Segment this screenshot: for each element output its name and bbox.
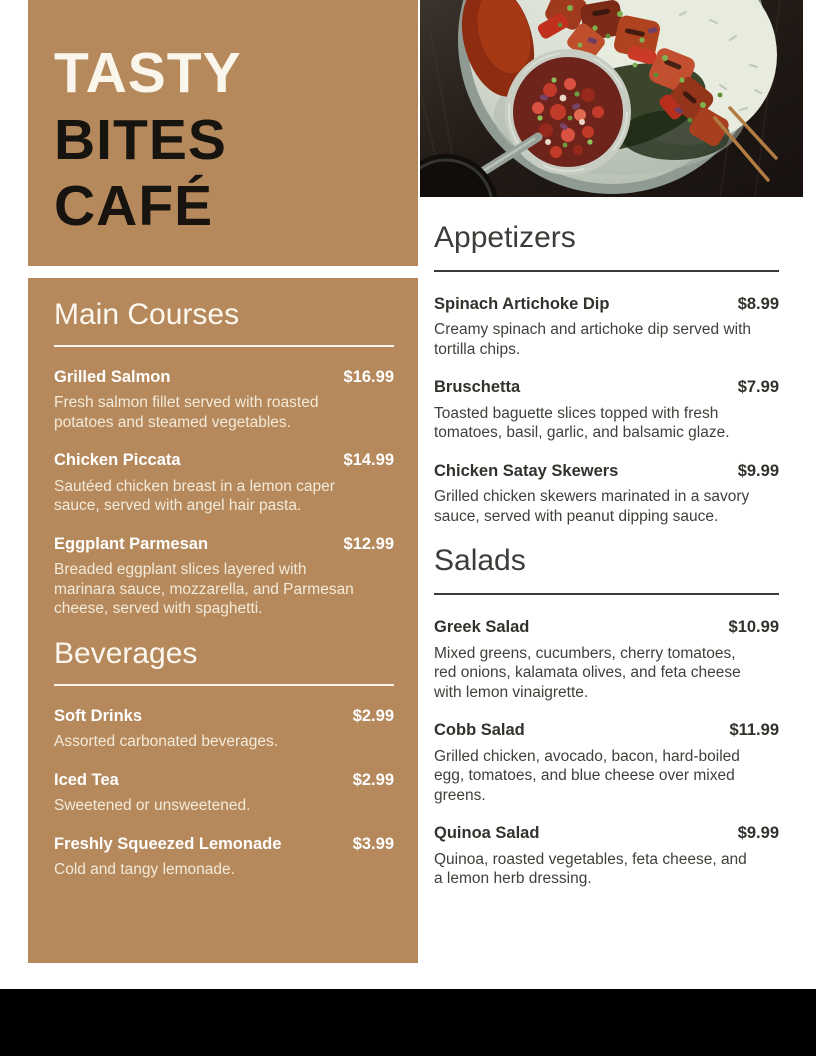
food-photo — [420, 0, 803, 197]
menu-item — [54, 706, 394, 752]
item-price: $7.99 — [737, 378, 779, 397]
section-heading: Beverages — [54, 636, 198, 670]
brand-title-line-2: BITES — [54, 107, 227, 172]
item-name: Quinoa Salad — [434, 824, 540, 843]
section-heading: Salads — [434, 544, 526, 578]
item-description: Sautéed chicken breast in a lemon caper sauce, served with angel hair pasta. — [54, 477, 335, 515]
item-price: $10.99 — [728, 618, 779, 637]
menu-item — [54, 450, 394, 515]
section-divider — [54, 684, 394, 686]
item-name: Soft Drinks — [54, 706, 143, 725]
brand-header-panel — [28, 0, 418, 266]
item-name: Bruschetta — [434, 378, 521, 397]
section-divider — [434, 270, 779, 272]
item-description: Toasted baguette slices topped with fresh tomatoes, basil, garlic, and balsamic glaze. — [434, 404, 730, 442]
item-price: $2.99 — [352, 706, 394, 725]
brand-title — [28, 0, 418, 240]
item-name: Freshly Squeezed Lemonade — [54, 834, 282, 853]
menu-item — [434, 617, 779, 702]
brand-title-line-1: TASTY — [54, 41, 242, 105]
item-name: Grilled Salmon — [54, 368, 171, 386]
menu-item — [434, 720, 779, 805]
item-price: $9.99 — [737, 461, 779, 480]
item-price: $3.99 — [352, 834, 394, 853]
menu-item — [434, 461, 779, 526]
section-main-courses — [54, 298, 394, 619]
item-description: Grilled chicken, avocado, bacon, hard-boiled egg, tomatoes, and blue cheese over mixed greens. — [434, 747, 740, 804]
menu-item — [54, 834, 394, 880]
item-name: Iced Tea — [54, 770, 119, 789]
item-description: Creamy spinach and artichoke dip served with tortilla chips. — [434, 321, 752, 358]
item-price: $12.99 — [343, 534, 394, 553]
item-description: Cold and tangy lemonade. — [54, 861, 235, 879]
section-appetizers — [434, 221, 779, 526]
item-name: Eggplant Parmesan — [54, 534, 209, 553]
menu-item — [434, 294, 779, 359]
menu-item — [54, 367, 394, 432]
menu-item — [434, 823, 779, 888]
section-beverages — [54, 637, 394, 880]
item-description: Fresh salmon fillet served with roasted potatoes and steamed vegetables. — [54, 394, 319, 431]
item-description: Assorted carbonated beverages. — [54, 733, 279, 751]
item-price: $14.99 — [343, 451, 394, 470]
section-heading: Main Courses — [54, 298, 240, 331]
item-price: $9.99 — [737, 824, 779, 843]
item-description: Quinoa, roasted vegetables, feta cheese, and a lemon herb dressing. — [434, 850, 747, 888]
menu-item — [54, 770, 394, 816]
brand-title-line-3: CAFÉ — [54, 174, 214, 239]
item-name: Cobb Salad — [434, 721, 525, 740]
item-price: $2.99 — [352, 770, 394, 789]
section-salads — [434, 544, 779, 888]
item-name: Chicken Piccata — [54, 451, 181, 470]
item-description: Mixed greens, cucumbers, cherry tomatoes, red onions, kalamata olives, and feta cheese with lemon vinaigrette. — [434, 644, 741, 701]
item-price: $8.99 — [737, 295, 779, 313]
menu-item — [54, 534, 394, 619]
item-name: Chicken Satay Skewers — [434, 461, 619, 480]
item-price: $11.99 — [729, 721, 779, 740]
item-name: Spinach Artichoke Dip — [434, 295, 610, 313]
item-price: $16.99 — [343, 368, 394, 386]
left-menu-panel — [28, 278, 418, 963]
item-description: Breaded eggplant slices layered with marinara sauce, mozzarella, and Parmesan cheese, served with spaghetti. — [54, 561, 354, 618]
right-menu-column — [434, 221, 779, 907]
bottom-band — [0, 989, 816, 1056]
item-name: Greek Salad — [434, 618, 530, 637]
section-divider — [54, 345, 394, 347]
section-heading: Appetizers — [434, 221, 576, 254]
item-description: Sweetened or unsweetened. — [54, 797, 251, 815]
item-description: Grilled chicken skewers marinated in a savory sauce, served with peanut dipping sauce. — [434, 488, 750, 525]
menu-item — [434, 377, 779, 442]
section-divider — [434, 593, 779, 595]
food-photo-illustration — [420, 0, 803, 197]
